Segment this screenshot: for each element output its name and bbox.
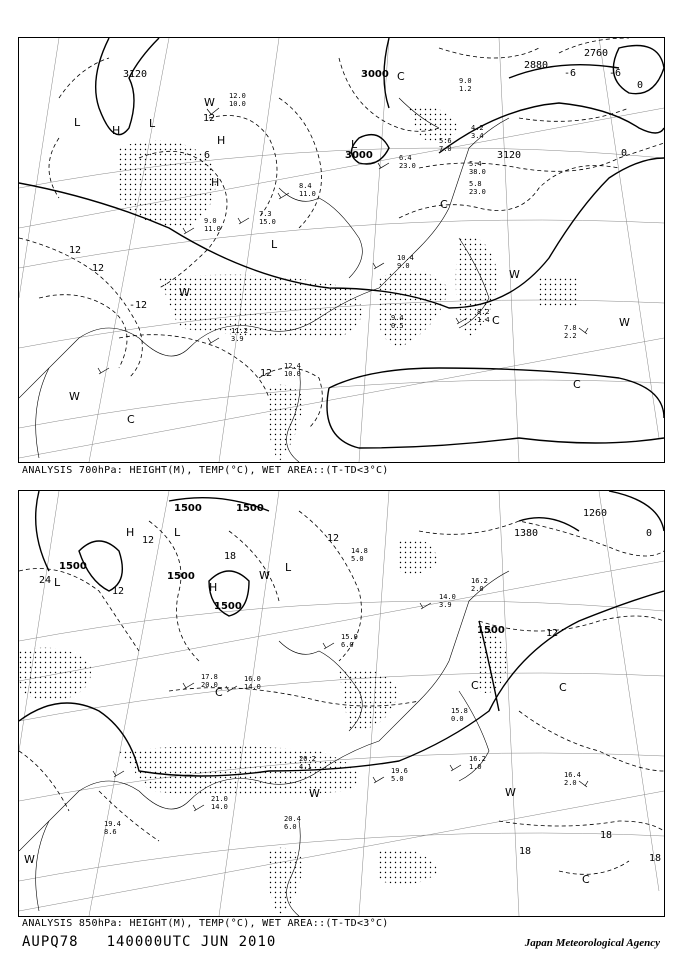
map-panel-700hpa [18, 37, 665, 463]
svg-text:H: H [112, 124, 121, 137]
svg-text:C: C [397, 70, 405, 83]
svg-text:C: C [573, 378, 581, 391]
svg-text:C: C [582, 873, 590, 886]
chart-code: AUPQ78 [22, 934, 79, 950]
svg-text:7.82.2: 7.8 2.2 [564, 324, 577, 340]
svg-text:20.24.1: 20.2 4.1 [299, 755, 316, 771]
svg-text:2880: 2880 [524, 60, 549, 71]
svg-text:L: L [149, 117, 156, 130]
svg-text:5.823.0: 5.8 23.0 [469, 180, 486, 196]
svg-text:17.820.0: 17.8 20.0 [201, 673, 218, 689]
svg-text:H: H [126, 526, 135, 539]
svg-text:12: 12 [203, 113, 216, 124]
svg-text:20.46.0: 20.4 6.0 [284, 815, 301, 831]
svg-text:9.01.2: 9.0 1.2 [459, 77, 472, 93]
coastlines [19, 571, 509, 916]
pressure-symbols-700 [69, 70, 630, 426]
svg-text:W: W [509, 268, 520, 281]
svg-text:14.03.9: 14.0 3.9 [439, 593, 456, 609]
agency-credit: Japan Meteorological Agency [524, 937, 660, 949]
svg-text:H: H [217, 134, 226, 147]
svg-text:4.23.4: 4.2 3.4 [471, 124, 484, 140]
svg-text:19.65.0: 19.6 5.0 [391, 767, 408, 783]
svg-text:16.42.0: 16.4 2.0 [564, 771, 581, 787]
svg-text:1500: 1500 [236, 503, 264, 514]
svg-text:C: C [127, 413, 135, 426]
svg-text:10.49.0: 10.4 9.0 [397, 254, 414, 270]
svg-text:L: L [271, 238, 278, 251]
svg-text:5.438.0: 5.4 38.0 [469, 160, 486, 176]
svg-text:C: C [492, 314, 500, 327]
svg-text:L: L [285, 561, 292, 574]
svg-text:16.22.0: 16.2 2.0 [471, 577, 488, 593]
svg-text:1500: 1500 [477, 625, 505, 636]
graticule [19, 491, 664, 916]
svg-text:19.48.6: 19.4 8.6 [104, 820, 121, 836]
svg-text:C: C [440, 198, 448, 211]
svg-text:14.85.0: 14.8 5.0 [351, 547, 368, 563]
svg-text:W: W [309, 787, 320, 800]
svg-text:16.014.0: 16.0 14.0 [244, 675, 261, 691]
svg-text:W: W [179, 286, 190, 299]
svg-text:1500: 1500 [214, 601, 242, 612]
svg-text:L: L [54, 576, 61, 589]
svg-text:15.80.0: 15.8 0.0 [451, 707, 468, 723]
height-labels-850 [59, 503, 607, 636]
svg-text:12: 12 [260, 368, 273, 379]
svg-text:18: 18 [519, 846, 532, 857]
svg-text:9.011.0: 9.0 11.0 [204, 217, 221, 233]
svg-text:16.21.0: 16.2 1.0 [469, 755, 486, 771]
svg-text:-6: -6 [564, 68, 577, 79]
map-canvas-850hpa [19, 491, 664, 916]
svg-text:11.23.9: 11.2 3.9 [231, 327, 248, 343]
svg-text:1380: 1380 [514, 528, 539, 539]
svg-text:12: 12 [546, 628, 559, 639]
svg-text:18: 18 [224, 551, 237, 562]
svg-text:H: H [211, 176, 220, 189]
svg-text:C: C [215, 686, 223, 699]
svg-text:3000: 3000 [361, 69, 389, 80]
svg-text:3120: 3120 [497, 150, 522, 161]
svg-text:21.014.0: 21.0 14.0 [211, 795, 228, 811]
svg-text:W: W [69, 390, 80, 403]
wet-areas [19, 539, 509, 917]
svg-text:0: 0 [621, 148, 628, 159]
svg-text:18: 18 [649, 853, 662, 864]
svg-text:W: W [619, 316, 630, 329]
svg-text:8.411.0: 8.4 11.0 [299, 182, 316, 198]
svg-text:W: W [505, 786, 516, 799]
svg-text:12: 12 [142, 535, 155, 546]
caption-700hpa: ANALYSIS 700hPa: HEIGHT(M), TEMP(°C), WET AREA::(T-TD<3°C) [22, 465, 389, 476]
svg-text:H: H [209, 581, 218, 594]
svg-text:-6: -6 [609, 68, 622, 79]
svg-text:24: 24 [39, 575, 52, 586]
svg-text:12: 12 [92, 263, 105, 274]
svg-text:0: 0 [646, 528, 653, 539]
valid-time: 140000UTC JUN 2010 [106, 934, 277, 950]
svg-text:3120: 3120 [123, 69, 148, 80]
svg-text:L: L [74, 116, 81, 129]
svg-text:1500: 1500 [174, 503, 202, 514]
svg-text:9.40.5: 9.4 0.5 [391, 314, 404, 330]
isotherms [19, 38, 664, 428]
svg-text:6.423.0: 6.4 23.0 [399, 154, 416, 170]
svg-text:-12: -12 [129, 300, 148, 311]
svg-text:1260: 1260 [583, 508, 608, 519]
svg-text:C: C [559, 681, 567, 694]
graticule [19, 38, 664, 462]
svg-text:6: 6 [204, 150, 211, 161]
svg-text:12.010.0: 12.0 10.0 [229, 92, 246, 108]
svg-text:W: W [24, 853, 35, 866]
height-labels-700 [123, 48, 608, 161]
svg-text:1500: 1500 [167, 571, 195, 582]
svg-text:15.06.0: 15.0 6.0 [341, 633, 358, 649]
svg-text:5.67.0: 5.6 7.0 [439, 137, 452, 153]
svg-text:2760: 2760 [584, 48, 609, 59]
svg-text:3000: 3000 [345, 150, 373, 161]
svg-text:L: L [174, 526, 181, 539]
svg-text:12.410.0: 12.4 10.0 [284, 362, 301, 378]
svg-text:1500: 1500 [59, 561, 87, 572]
chart-identifier [22, 934, 276, 950]
svg-text:12: 12 [112, 586, 125, 597]
svg-text:12: 12 [69, 245, 82, 256]
svg-text:C: C [471, 679, 479, 692]
svg-text:8.21.4: 8.2 1.4 [477, 308, 490, 324]
svg-text:L: L [351, 138, 358, 151]
svg-text:0: 0 [637, 80, 644, 91]
svg-text:7.315.0: 7.3 15.0 [259, 210, 276, 226]
svg-text:18: 18 [600, 830, 613, 841]
svg-text:W: W [259, 569, 270, 582]
chart-footer [22, 934, 662, 954]
map-canvas-700hpa [19, 38, 664, 462]
svg-text:W: W [204, 96, 215, 109]
caption-850hpa: ANALYSIS 850hPa: HEIGHT(M), TEMP(°C), WET AREA::(T-TD<3°C) [22, 918, 389, 929]
map-panel-850hpa [18, 490, 665, 917]
svg-text:12: 12 [327, 533, 340, 544]
